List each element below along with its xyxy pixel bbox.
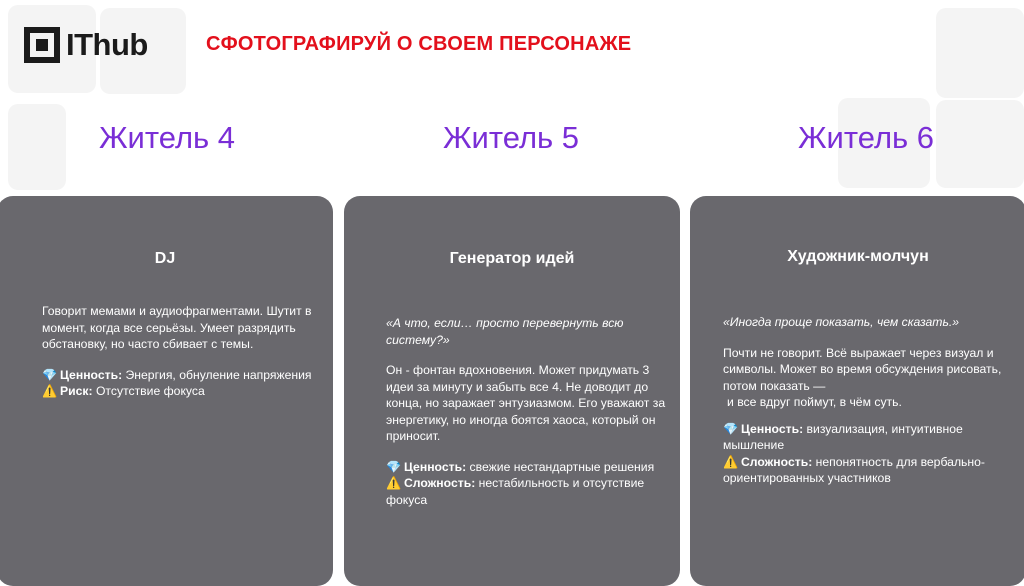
card-quote: «А что, если… просто перевернуть всю систему?»	[386, 316, 624, 347]
gem-icon: 💎	[723, 421, 739, 436]
decor-square	[936, 8, 1024, 98]
value-label: Ценность:	[404, 459, 467, 474]
ithub-logo	[24, 25, 148, 65]
card-value	[42, 367, 321, 384]
gem-icon: 💎	[42, 367, 58, 382]
card-body	[386, 315, 668, 508]
card-title: DJ	[154, 250, 176, 267]
card-risk	[386, 475, 668, 508]
value-text: свежие нестандартные решения	[469, 459, 655, 474]
value-text: Энергия, обнуление напряжения	[125, 367, 312, 382]
card-risk	[723, 454, 1014, 487]
risk-label: Сложность:	[404, 476, 476, 490]
gem-icon: 💎	[386, 459, 402, 474]
warning-icon: ⚠️	[42, 384, 58, 398]
warning-icon: ⚠️	[723, 454, 739, 469]
logo-square-icon	[24, 27, 60, 63]
value-text: визуализация, интуитивное мышление	[723, 421, 963, 452]
risk-label: Сложность:	[741, 454, 813, 469]
persona-card-idea-generator	[344, 196, 680, 586]
card-value	[386, 459, 668, 476]
slide-title: СФОТОГРАФИРУЙ О СВОЕМ ПЕРСОНАЖЕ	[206, 33, 632, 55]
card-description: Говорит мемами и аудиофрагментами. Шутит в момент, когда все серьёзы. Умеет разрядить обстановку, но часто сбивает с темы.	[42, 304, 312, 351]
risk-label: Риск:	[60, 384, 93, 398]
risk-text: нестабильность и отсутствие фокуса	[386, 476, 645, 507]
card-description-continued: и все вдруг поймут, в чём суть.	[727, 395, 902, 409]
risk-text: непонятность для вербально-ориентированных участников	[723, 454, 985, 485]
card-body	[42, 303, 321, 400]
resident-heading-4: Житель 4	[98, 120, 236, 155]
card-description: Почти не говорит. Всё выражает через визуал и символы. Может во время обсуждения рисовать, потом показать —	[723, 345, 1002, 393]
warning-icon: ⚠️	[386, 476, 402, 490]
card-title: Генератор идей	[449, 250, 575, 267]
value-label: Ценность:	[741, 421, 804, 436]
resident-heading-5: Житель 5	[442, 120, 580, 155]
card-description: Он - фонтан вдохновения. Может придумать 3 идеи за минуту и забыть все 4. Не доводит до конца, но заражает энтузиазмом. Его уважают за энергетику, но иногда боятся хаоса, который он приносит.	[386, 363, 666, 443]
card-risk	[42, 383, 321, 400]
card-quote: «Иногда проще показать, чем сказать.»	[723, 315, 960, 329]
resident-heading-6: Житель 6	[797, 120, 935, 155]
logo-text: IThub	[66, 27, 148, 62]
card-body	[723, 314, 1014, 487]
card-value	[723, 421, 1014, 454]
value-label: Ценность:	[60, 367, 123, 382]
persona-card-silent-artist	[690, 196, 1024, 586]
risk-text: Отсутствие фокуса	[95, 384, 205, 398]
persona-card-dj	[0, 196, 333, 586]
card-title: Художник-молчун	[787, 248, 929, 265]
